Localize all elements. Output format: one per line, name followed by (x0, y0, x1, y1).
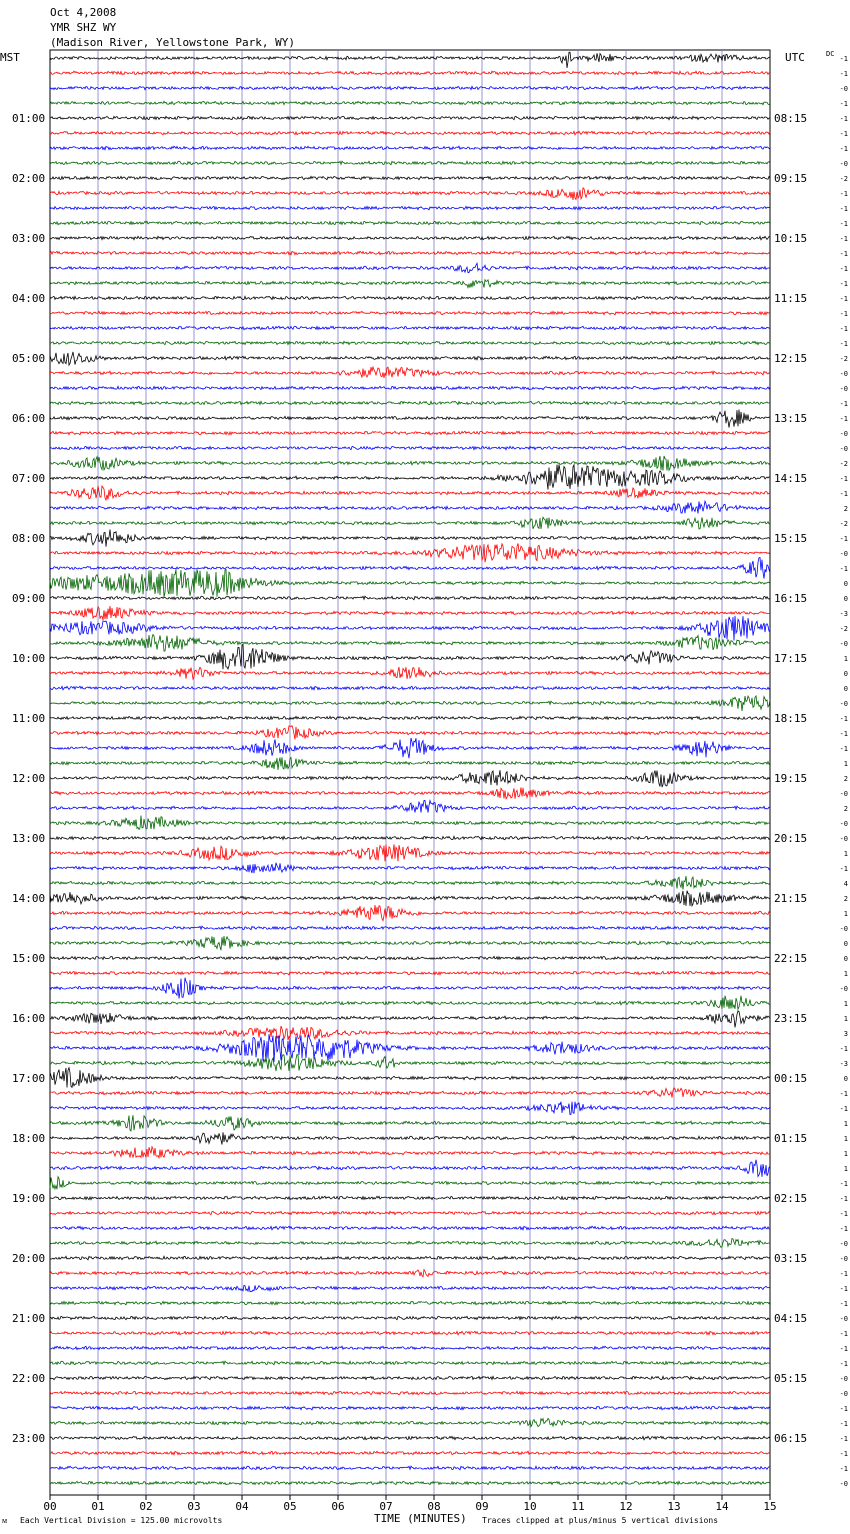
dc-offset-label: -1 (839, 1045, 848, 1053)
dc-offset-label: -1 (839, 340, 848, 348)
left-hour-label: 04:00 (12, 292, 46, 305)
trace-line (50, 1196, 770, 1199)
dc-offset-label: -1 (839, 1360, 848, 1368)
trace-line (50, 1177, 770, 1190)
trace-line (50, 645, 770, 670)
dc-offset-label: -0 (839, 1480, 848, 1488)
dc-offset-label: -0 (839, 925, 848, 933)
dc-offset-label: -1 (839, 1195, 848, 1203)
trace-line (50, 1270, 770, 1277)
dc-offset-label: 0 (843, 580, 848, 588)
right-hour-label: 22:15 (774, 952, 808, 965)
trace-line (50, 1451, 770, 1455)
dc-offset-label: 1 (843, 1000, 848, 1008)
dc-offset-label: -0 (839, 700, 848, 708)
dc-offset-label: -0 (839, 445, 848, 453)
dc-offset-label: 2 (843, 805, 848, 813)
x-tick-label: 05 (283, 1500, 297, 1513)
trace-line (50, 1088, 770, 1098)
x-tick-label: 13 (667, 1500, 681, 1513)
right-hour-label: 16:15 (774, 592, 808, 605)
trace-line (50, 1211, 770, 1214)
dc-offset-label: -1 (839, 250, 848, 258)
left-hour-label: 15:00 (12, 952, 46, 965)
trace-line (50, 1055, 770, 1072)
dc-offset-label: 1 (843, 760, 848, 768)
trace-line (50, 410, 770, 428)
dc-offset-label: -1 (839, 1225, 848, 1233)
trace-line (50, 1034, 770, 1062)
trace-line (50, 486, 770, 500)
dc-offset-label: -1 (839, 1405, 848, 1413)
left-hour-label: 06:00 (12, 412, 46, 425)
trace-line (50, 844, 770, 861)
trace-line (50, 1226, 770, 1230)
dc-offset-label: -1 (839, 1300, 848, 1308)
dc-offset-label: 1 (843, 1120, 848, 1128)
trace-line (50, 996, 770, 1010)
trace-line (50, 311, 770, 314)
trace-line (50, 251, 770, 255)
dc-offset-label: 2 (843, 505, 848, 513)
trace-line (50, 726, 770, 740)
trace-line (50, 1115, 770, 1131)
dc-offset-label: -1 (839, 1090, 848, 1098)
trace-line (50, 431, 770, 435)
dc-offset-label: -0 (839, 160, 848, 168)
trace-line (50, 956, 770, 959)
left-hour-label: 11:00 (12, 712, 46, 725)
trace-line (50, 1346, 770, 1349)
right-hour-label: 23:15 (774, 1012, 808, 1025)
trace-line (50, 757, 770, 770)
trace-line (50, 1132, 770, 1144)
trace-line (50, 1256, 770, 1260)
dc-offset-label: 2 (843, 775, 848, 783)
trace-line (50, 236, 770, 240)
dc-offset-label: 1 (843, 655, 848, 663)
right-hour-label: 14:15 (774, 472, 808, 485)
right-hour-label: 03:15 (774, 1252, 808, 1265)
left-hour-label: 21:00 (12, 1312, 46, 1325)
dc-offset-label: -1 (839, 310, 848, 318)
dc-offset-label: 0 (843, 1075, 848, 1083)
trace-line (50, 161, 770, 165)
left-hour-label: 23:00 (12, 1432, 46, 1445)
dc-offset-label: -1 (839, 205, 848, 213)
left-hour-labels (12, 112, 45, 1445)
dc-offset-label: -1 (839, 1345, 848, 1353)
dc-offset-label: -0 (839, 385, 848, 393)
left-hour-label: 20:00 (12, 1252, 46, 1265)
right-hour-label: 20:15 (774, 832, 808, 845)
dc-offset-label: -1 (839, 235, 848, 243)
dc-offset-label: 3 (843, 1030, 848, 1038)
dc-offset-label: -1 (839, 265, 848, 273)
x-tick-label: 08 (427, 1500, 441, 1513)
dc-offset-label: 0 (843, 670, 848, 678)
right-hour-labels (774, 112, 807, 1445)
left-hour-label: 07:00 (12, 472, 46, 485)
dc-offset-label: -1 (839, 715, 848, 723)
right-hour-label: 08:15 (774, 112, 808, 125)
trace-line (50, 738, 770, 758)
x-tick-label: 09 (475, 1500, 489, 1513)
x-tick-label: 10 (523, 1500, 537, 1513)
trace-line (50, 557, 770, 578)
left-hour-label: 16:00 (12, 1012, 46, 1025)
trace-line (50, 1466, 770, 1470)
trace-line (50, 667, 770, 679)
trace-line (50, 1285, 770, 1291)
dc-offset-label: 1 (843, 1150, 848, 1158)
right-hour-label: 00:15 (774, 1072, 808, 1085)
corner-mark: ᴍ (2, 1516, 8, 1525)
left-hour-label: 10:00 (12, 652, 46, 665)
trace-line (50, 716, 770, 719)
dc-offset-label: -0 (839, 835, 848, 843)
dc-offset-label: -1 (839, 745, 848, 753)
right-hour-label: 12:15 (774, 352, 808, 365)
dc-offset-label: -1 (839, 1450, 848, 1458)
dc-label: DC (826, 50, 835, 58)
dc-offset-label: -1 (839, 1330, 848, 1338)
trace-line (50, 386, 770, 389)
dc-offset-label: -0 (839, 1240, 848, 1248)
dc-offset-label: -0 (839, 370, 848, 378)
trace-line (50, 530, 770, 547)
clip-note: Traces clipped at plus/minus 5 vertical divisions (482, 1516, 719, 1525)
dc-offset-label: 1 (843, 1135, 848, 1143)
dc-offset-label: -1 (839, 295, 848, 303)
left-hour-label: 08:00 (12, 532, 46, 545)
trace-line (50, 891, 770, 906)
x-axis-label: TIME (MINUTES) (374, 1512, 467, 1525)
x-tick-label: 12 (619, 1500, 633, 1513)
trace-line (50, 1239, 770, 1248)
dc-offset-label: -1 (839, 190, 848, 198)
dc-offset-label: -2 (839, 625, 848, 633)
trace-line (50, 978, 770, 999)
dc-offset-label: 0 (843, 940, 848, 948)
dc-offset-label: -1 (839, 145, 848, 153)
dc-offset-label: -1 (839, 70, 848, 78)
dc-offset-label: -1 (839, 865, 848, 873)
dc-offset-label: -0 (839, 85, 848, 93)
dc-offset-label: -2 (839, 460, 848, 468)
dc-offset-label: 1 (843, 1165, 848, 1173)
dc-offset-label: 0 (843, 685, 848, 693)
dc-offset-label: -1 (839, 475, 848, 483)
dc-offset-label: -1 (839, 1210, 848, 1218)
right-hour-label: 04:15 (774, 1312, 808, 1325)
dc-offset-label: -1 (839, 1465, 848, 1473)
trace-line (50, 816, 770, 830)
dc-offset-label: 1 (843, 970, 848, 978)
x-tick-label: 15 (763, 1500, 777, 1513)
dc-offset-label: -3 (839, 1060, 848, 1068)
trace-line (50, 936, 770, 950)
trace-line (50, 367, 770, 378)
right-hour-label: 09:15 (774, 172, 808, 185)
trace-line (50, 926, 770, 930)
trace-line (50, 116, 770, 119)
x-tick-label: 07 (379, 1500, 393, 1513)
dc-offset-label: -2 (839, 355, 848, 363)
right-hour-label: 15:15 (774, 532, 808, 545)
trace-line (50, 86, 770, 89)
dc-offset-label: -1 (839, 1435, 848, 1443)
trace-line (50, 188, 770, 200)
dc-offset-label: -0 (839, 985, 848, 993)
right-hour-label: 17:15 (774, 652, 808, 665)
left-hour-label: 12:00 (12, 772, 46, 785)
dc-offset-label: 0 (843, 595, 848, 603)
trace-line (50, 263, 770, 273)
dc-offset-label: -1 (839, 115, 848, 123)
trace-line (50, 876, 770, 889)
dc-offset-label: -1 (839, 280, 848, 288)
left-hour-label: 17:00 (12, 1072, 46, 1085)
trace-line (50, 1361, 770, 1365)
dc-offset-label: 1 (843, 1015, 848, 1023)
left-hour-label: 18:00 (12, 1132, 46, 1145)
header-station: YMR SHZ WY (50, 21, 117, 34)
right-hour-label: 02:15 (774, 1192, 808, 1205)
trace-line (50, 326, 770, 329)
right-hour-label: 11:15 (774, 292, 808, 305)
trace-line (50, 465, 770, 490)
left-hour-label: 03:00 (12, 232, 46, 245)
dc-offset-label: 4 (843, 880, 848, 888)
dc-offset-label: -1 (839, 400, 848, 408)
trace-line (50, 1102, 770, 1115)
trace-line (50, 176, 770, 179)
dc-offset-label: -1 (839, 1270, 848, 1278)
trace-line (50, 101, 770, 104)
trace-line (50, 1301, 770, 1305)
right-hour-label: 18:15 (774, 712, 808, 725)
dc-offset-label: 0 (843, 955, 848, 963)
trace-line (50, 52, 770, 68)
dc-offset-label: -1 (839, 1105, 848, 1113)
trace-group (50, 52, 770, 1485)
right-hour-label: 21:15 (774, 892, 808, 905)
trace-line (50, 206, 770, 209)
trace-line (50, 543, 770, 562)
dc-offset-label: -1 (839, 565, 848, 573)
trace-line (50, 1068, 770, 1088)
dc-offset-label: -0 (839, 430, 848, 438)
trace-line (50, 1147, 770, 1158)
trace-line (50, 569, 770, 597)
trace-line (50, 146, 770, 150)
dc-offset-label: 1 (843, 850, 848, 858)
trace-line (50, 1376, 770, 1379)
dc-offset-label: -1 (839, 55, 848, 63)
trace-line (50, 800, 770, 812)
trace-line (50, 1011, 770, 1028)
left-timezone-label: MST (0, 51, 20, 64)
left-hour-label: 13:00 (12, 832, 46, 845)
x-axis-ticks (43, 1495, 776, 1513)
x-tick-label: 03 (187, 1500, 201, 1513)
trace-line (50, 770, 770, 787)
dc-offset-label: 1 (843, 910, 848, 918)
trace-line (50, 905, 770, 921)
left-hour-label: 02:00 (12, 172, 46, 185)
x-tick-label: 06 (331, 1500, 345, 1513)
trace-line (50, 456, 770, 471)
trace-line (50, 596, 770, 600)
x-tick-label: 01 (91, 1500, 105, 1513)
trace-line (50, 686, 770, 690)
trace-line (50, 1418, 770, 1426)
dc-offset-label: -1 (839, 220, 848, 228)
trace-line (50, 71, 770, 75)
scale-note: Each Vertical Division = 125.00 microvolts (20, 1516, 223, 1525)
dc-offset-label: -1 (839, 1180, 848, 1188)
trace-line (50, 517, 770, 529)
trace-line (50, 787, 770, 798)
trace-line (50, 341, 770, 344)
dc-offset-labels (840, 55, 848, 1488)
trace-line (50, 1316, 770, 1319)
dc-offset-label: -1 (839, 490, 848, 498)
dc-offset-label: -0 (839, 1390, 848, 1398)
dc-offset-label: -0 (839, 640, 848, 648)
trace-line (50, 131, 770, 135)
trace-line (50, 401, 770, 404)
trace-line (50, 1391, 770, 1394)
x-tick-label: 04 (235, 1500, 249, 1513)
x-tick-label: 11 (571, 1500, 585, 1513)
right-hour-label: 06:15 (774, 1432, 808, 1445)
trace-line (50, 1481, 770, 1484)
left-hour-label: 09:00 (12, 592, 46, 605)
trace-line (50, 280, 770, 288)
trace-line (50, 696, 770, 711)
trace-line (50, 1331, 770, 1335)
x-tick-label: 00 (43, 1500, 57, 1513)
left-hour-label: 19:00 (12, 1192, 46, 1205)
dc-offset-label: -0 (839, 1255, 848, 1263)
dc-offset-label: 2 (843, 895, 848, 903)
dc-offset-label: -1 (839, 415, 848, 423)
right-timezone-label: UTC (785, 51, 805, 64)
trace-line (50, 836, 770, 839)
dc-offset-label: -0 (839, 550, 848, 558)
dc-offset-label: -0 (839, 1315, 848, 1323)
right-hour-label: 19:15 (774, 772, 808, 785)
dc-offset-label: -1 (839, 1420, 848, 1428)
left-hour-label: 22:00 (12, 1372, 46, 1385)
trace-line (50, 863, 770, 874)
dc-offset-label: -2 (839, 175, 848, 183)
x-tick-label: 14 (715, 1500, 729, 1513)
trace-line (50, 1436, 770, 1440)
header-location: (Madison River, Yellowstone Park, WY) (50, 36, 296, 49)
left-hour-label: 01:00 (12, 112, 46, 125)
header-date: Oct 4,2008 (50, 6, 117, 19)
trace-line (50, 971, 770, 975)
trace-line (50, 221, 770, 224)
trace-line (50, 446, 770, 449)
trace-line (50, 1026, 770, 1040)
left-hour-label: 05:00 (12, 352, 46, 365)
dc-offset-label: -1 (839, 1285, 848, 1293)
dc-offset-label: -0 (839, 820, 848, 828)
trace-line (50, 616, 770, 641)
right-hour-label: 01:15 (774, 1132, 808, 1145)
trace-line (50, 606, 770, 620)
dc-offset-label: -1 (839, 325, 848, 333)
dc-offset-label: -0 (839, 790, 848, 798)
dc-offset-label: -2 (839, 520, 848, 528)
dc-offset-label: -3 (839, 610, 848, 618)
dc-offset-label: -1 (839, 535, 848, 543)
right-hour-label: 10:15 (774, 232, 808, 245)
trace-line (50, 635, 770, 652)
trace-line (50, 352, 770, 365)
dc-offset-label: -1 (839, 730, 848, 738)
trace-line (50, 501, 770, 513)
x-tick-label: 02 (139, 1500, 153, 1513)
right-hour-label: 05:15 (774, 1372, 808, 1385)
minute-gridlines (98, 50, 722, 1495)
right-hour-label: 13:15 (774, 412, 808, 425)
dc-offset-label: -1 (839, 130, 848, 138)
trace-line (50, 1406, 770, 1410)
trace-line (50, 1160, 770, 1177)
dc-offset-label: -1 (839, 100, 848, 108)
dc-offset-label: -0 (839, 1375, 848, 1383)
left-hour-label: 14:00 (12, 892, 46, 905)
trace-line (50, 296, 770, 299)
